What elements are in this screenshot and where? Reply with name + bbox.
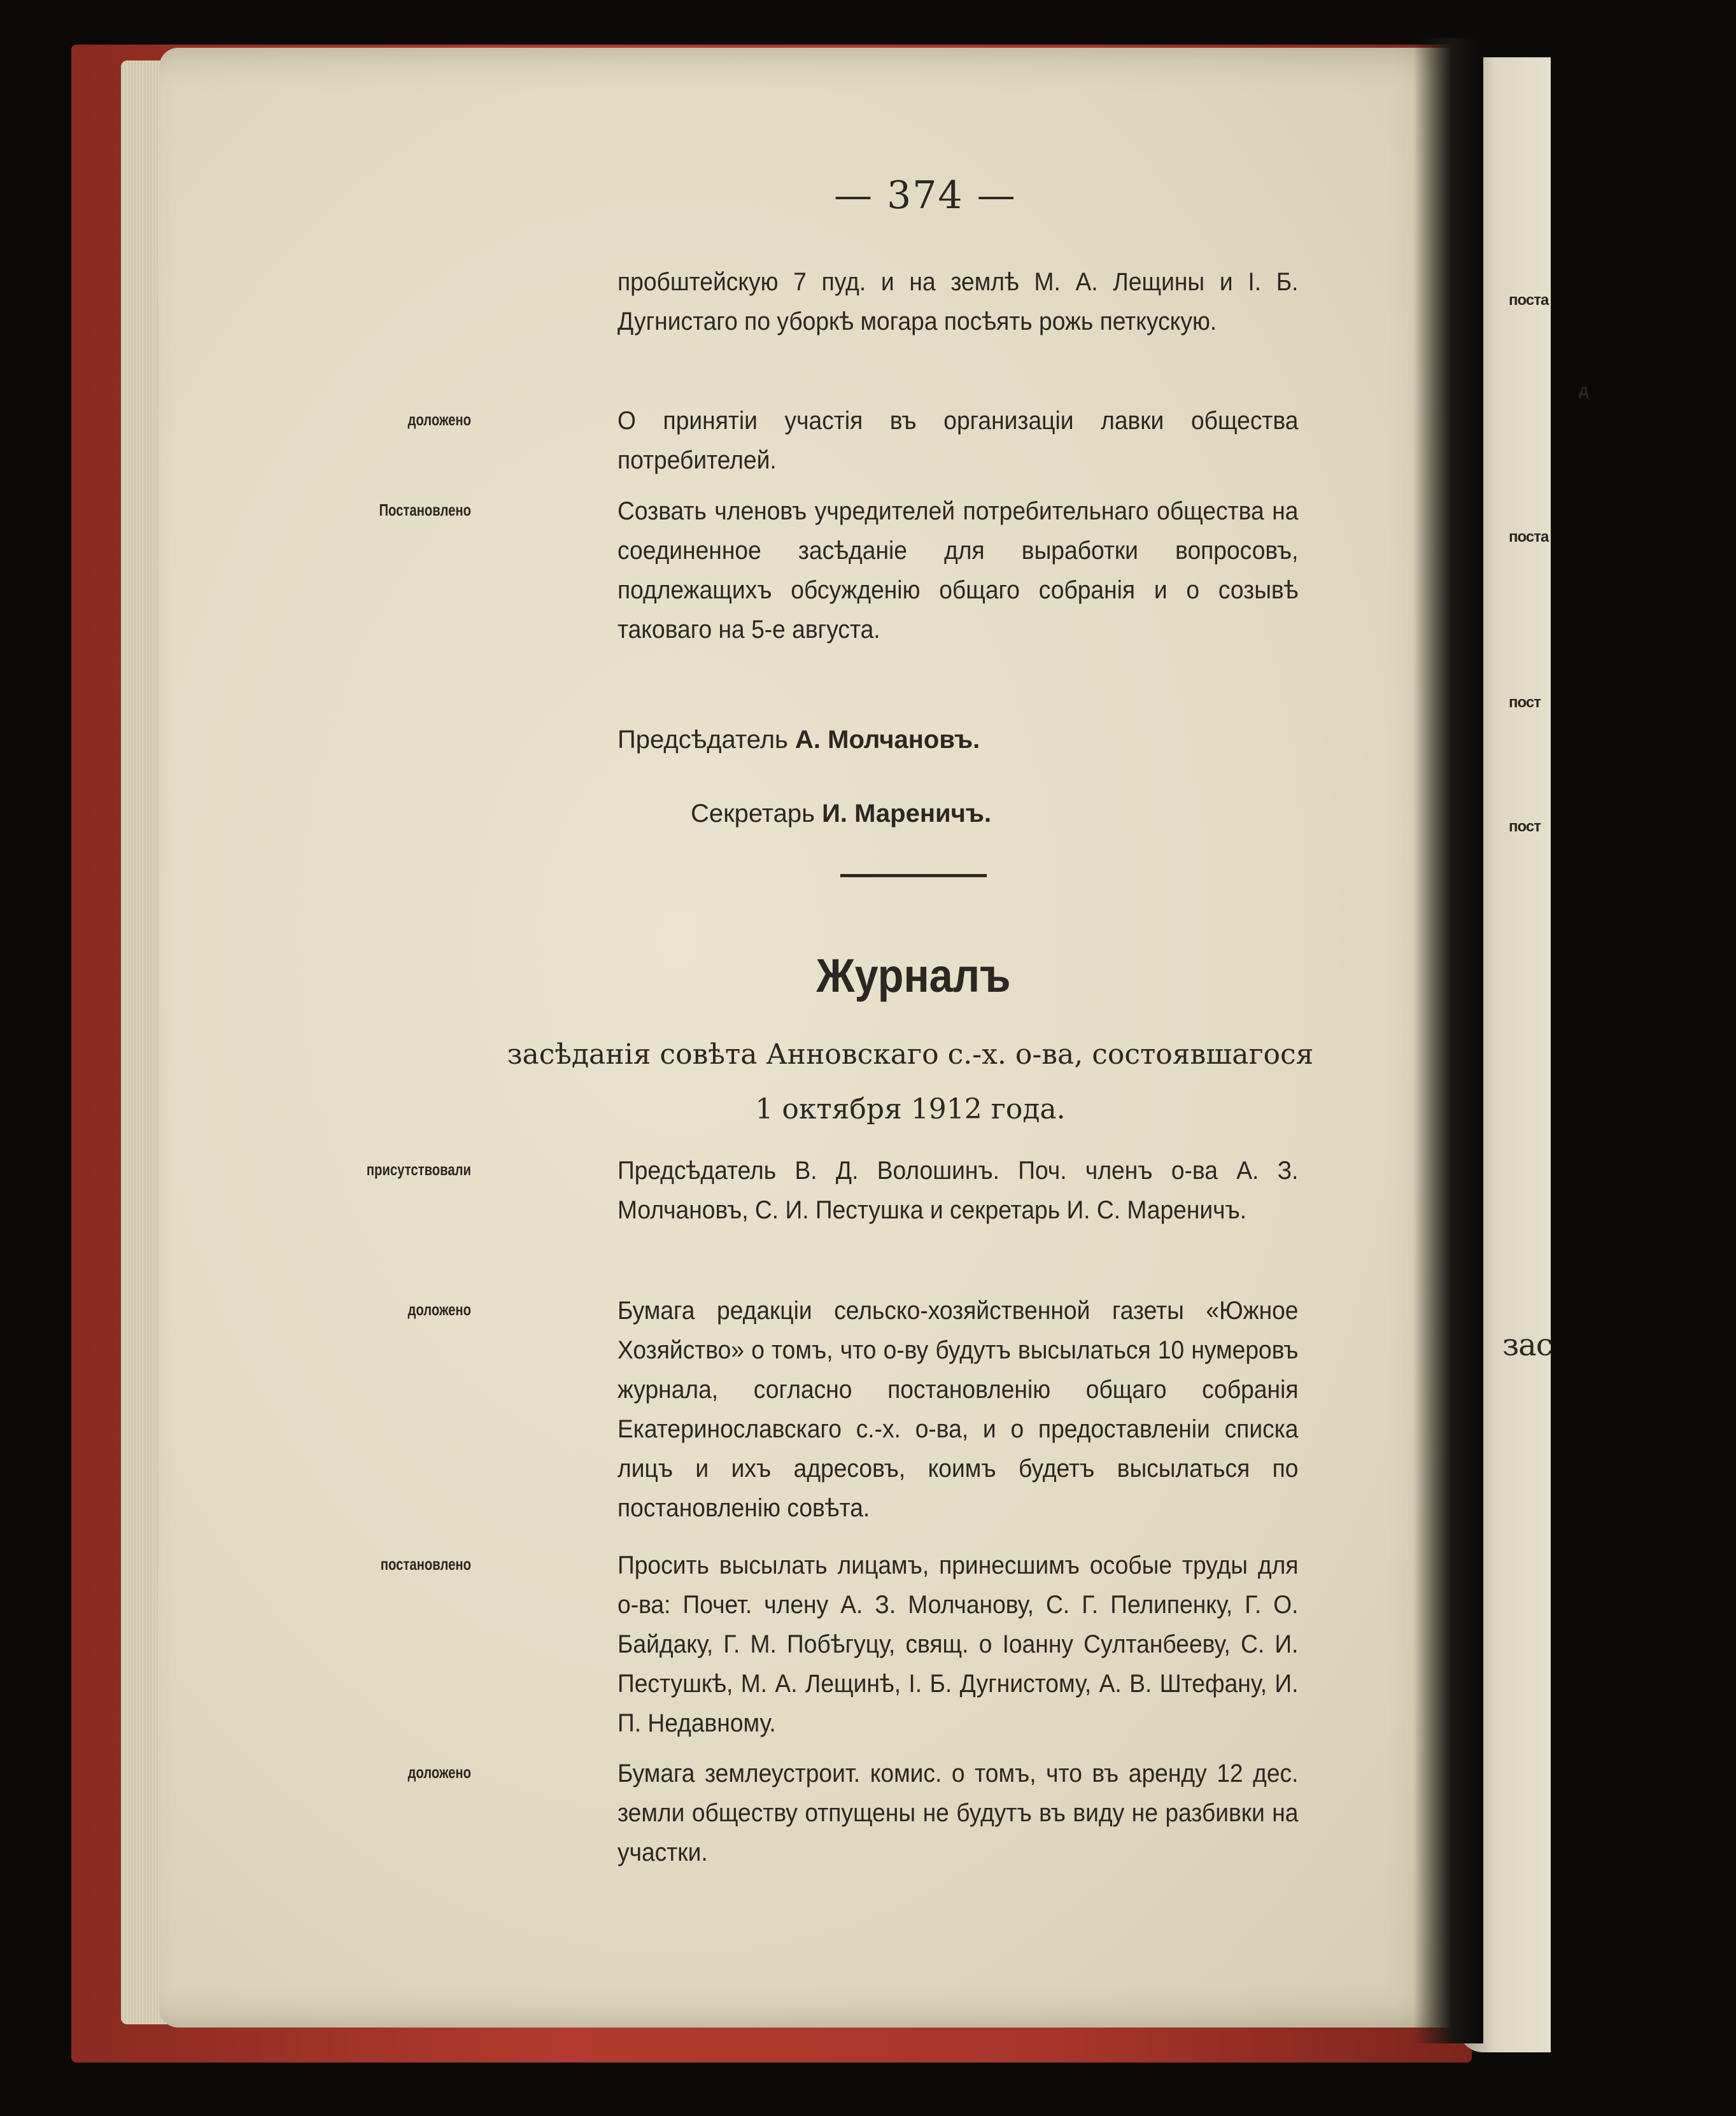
- secretary-prefix: Секретарь: [691, 800, 815, 828]
- entry-text: О принятіи участія въ организаціи лавки общества потребителей.: [617, 407, 1299, 474]
- entry-label: присутствовали: [366, 1160, 471, 1179]
- next-page-fragment: поста: [1509, 528, 1549, 546]
- entry-label: доложено: [407, 1763, 471, 1782]
- entry-label: постановлено: [380, 1555, 471, 1574]
- next-page-fragment: пост: [1509, 818, 1541, 835]
- entry-text: Созвать членовъ учредителей потребительнаго общества на соединенное засѣданіе для выработки вопросовъ, подлежащихъ обсужденію общаго собранія и о созывѣ таковаго на 5-е августа.: [617, 497, 1299, 644]
- journal-subtitle-line2: 1 октября 1912 года.: [755, 1093, 1066, 1125]
- entry-text: Предсѣдатель В. Д. Волошинъ. Поч. членъ о-ва А. З. Молчановъ, С. И. Пестушка и секретарь И. С. Мареничъ.: [617, 1157, 1299, 1224]
- chairman-prefix: Предсѣдатель: [617, 726, 788, 754]
- secretary-signature: [691, 800, 991, 828]
- entry-label: Постановлено: [379, 500, 471, 519]
- journal-title: Журналъ: [816, 949, 1011, 1002]
- chairman-name: А. Молчановъ.: [795, 726, 980, 754]
- next-page-fragment: поста: [1509, 292, 1549, 309]
- entry-label: доложено: [407, 410, 471, 429]
- next-page-fragment: д: [1579, 382, 1588, 399]
- chairman-signature: [617, 726, 980, 754]
- entry-text: Бумага редакціи сельско-хозяйственной газеты «Южное Хозяйство» о томъ, что о-ву будутъ высылаться 10 нумеровъ журнала, согласно постановленію общаго собранія Екатеринославскаго с.-х. о-ва, и о предоставленіи списка лицъ и ихъ адресовъ, коимъ будетъ высылаться по постановленію совѣта.: [617, 1297, 1299, 1522]
- section-divider: [840, 874, 987, 877]
- entry-text: Просить высылать лицамъ, принесшимъ особые труды для о-ва: Почет. члену А. З. Молчанову, С. Г. Пелипенку, Г. О. Байдаку, Г. М. Побѣгуцу, свящ. о Іоанну Султанбееву, С. И. Пестушкѣ, М. А. Лещинѣ, І. Б. Дугнистому, А. В. Штефану, И. П. Недавному.: [617, 1551, 1299, 1737]
- journal-subtitle-line1: засѣданія совѣта Анновскаго с.-х. о-ва, состоявшагося: [507, 1038, 1314, 1071]
- entry-label: доложено: [407, 1300, 471, 1319]
- book-gutter: [1413, 38, 1483, 2043]
- continuation-text: пробштейскую 7 пуд. и на землѣ М. А. Лещины и І. Б. Дугнистаго по уборкѣ могара посѣять рожь петкускую.: [617, 268, 1299, 335]
- entry-text: Бумага землеустроит. комис. о томъ, что въ аренду 12 дес. земли обществу отпущены не будутъ въ виду не разбивки на участки.: [617, 1760, 1299, 1866]
- next-page-fragment: пост: [1509, 694, 1541, 711]
- page-number: — 374 —: [834, 173, 1017, 218]
- secretary-name: И. Мареничъ.: [822, 800, 992, 828]
- next-page-fragment: зас: [1502, 1327, 1553, 1363]
